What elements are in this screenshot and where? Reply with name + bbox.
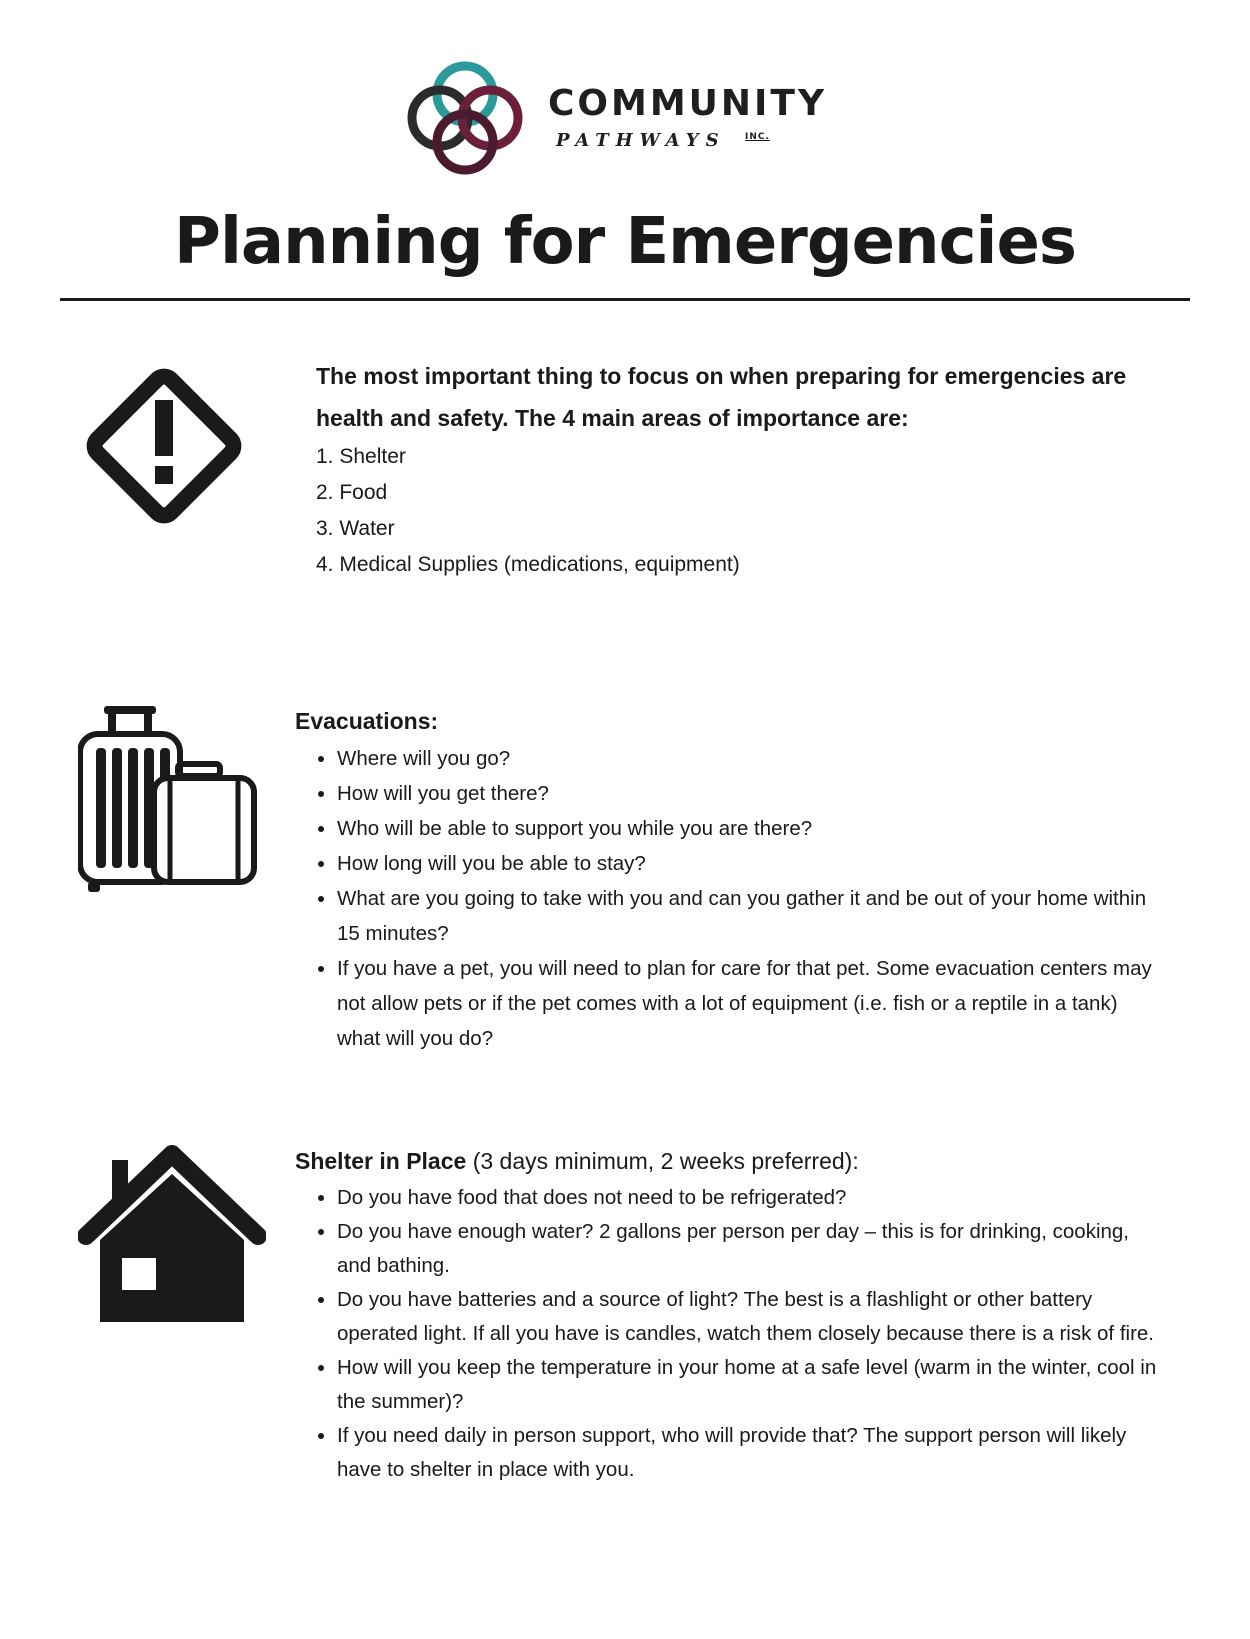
organization-logo: [400, 52, 840, 182]
list-item: • Do you have batteries and a source of light? The best is a flashlight or other battery operated light. If all you have is candles, watch them closely because there is a risk of fire.: [337, 1283, 1165, 1351]
list-item: • If you need daily in person support, who will provide that? The support person will likely have to shelter in place with you.: [337, 1419, 1165, 1487]
list-item: • How will you keep the temperature in your home at a safe level (warm in the winter, cool in the summer)?: [337, 1351, 1165, 1419]
intro-section: [316, 355, 1176, 583]
list-item: • Who will be able to support you while you are there?: [337, 811, 1165, 846]
priority-item: 3. Water: [316, 517, 395, 540]
title-divider: [60, 298, 1190, 301]
priority-item: 4. Medical Supplies (medications, equipment): [316, 553, 740, 576]
page-title: Planning for Emergencies: [174, 205, 1076, 279]
shelter-list: [295, 1181, 1165, 1487]
list-item: • If you have a pet, you will need to plan for care for that pet. Some evacuation centers may not allow pets or if the pet comes with a lot of equipment (i.e. fish or a reptile in a tank) what will you do?: [337, 951, 1165, 1056]
intro-lead-text: The most important thing to focus on when preparing for emergencies are health and safety. The 4 main areas of importance are:: [316, 363, 1127, 431]
priority-list: [316, 439, 1176, 583]
house-icon: [78, 1140, 266, 1324]
priority-item: 2. Food: [316, 481, 388, 504]
list-item: • Where will you go?: [337, 741, 1165, 776]
evacuations-heading: Evacuations:: [295, 708, 439, 734]
logo-inc: INC.: [745, 132, 770, 142]
section-heading: [295, 703, 1165, 739]
evacuations-list: [295, 741, 1165, 1056]
logo-wordmark: COMMUNITY: [548, 83, 828, 124]
section-heading: [295, 1143, 1165, 1179]
list-item: • How long will you be able to stay?: [337, 846, 1165, 881]
list-item: • What are you going to take with you and can you gather it and be out of your home within 15 minutes?: [337, 881, 1165, 951]
list-item: • Do you have enough water? 2 gallons per person per day – this is for drinking, cooking, and bathing.: [337, 1215, 1165, 1283]
logo-subtitle: PATHWAYS: [556, 130, 726, 151]
list-item: • How will you get there?: [337, 776, 1165, 811]
priority-item: 1. Shelter: [316, 445, 406, 468]
evacuations-section: [295, 703, 1165, 1056]
interlocking-rings-logo-icon: [400, 52, 530, 182]
shelter-heading-note: (3 days minimum, 2 weeks preferred):: [472, 1148, 859, 1174]
shelter-heading: Shelter in Place: [295, 1148, 467, 1174]
warning-sign-icon: [78, 360, 250, 532]
shelter-section: [295, 1143, 1165, 1487]
list-item: • Do you have food that does not need to be refrigerated?: [337, 1181, 1165, 1215]
luggage-icon: [78, 704, 268, 896]
